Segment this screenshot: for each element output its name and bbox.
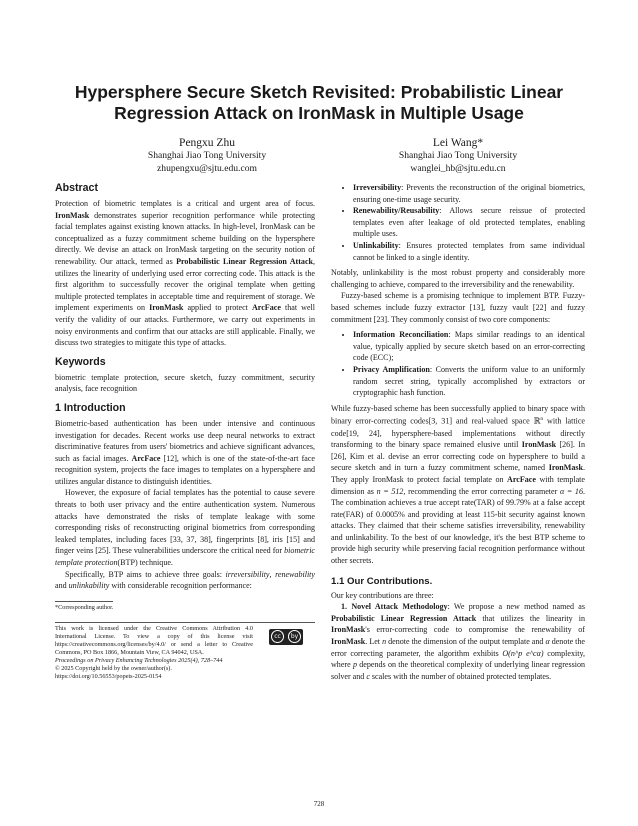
author-affiliation: Shanghai Jiao Tong University bbox=[398, 150, 518, 161]
attribution-icon: by bbox=[288, 630, 301, 643]
list-item: • Unlinkability: Ensures protected templates from same individual cannot be linked to a single identity. bbox=[353, 240, 585, 263]
abstract-heading: Abstract bbox=[55, 182, 98, 194]
proceedings-line: Proceedings on Privacy Enhancing Technologies 2025(4), 728–744 bbox=[55, 657, 223, 665]
author-block-1 bbox=[107, 136, 307, 175]
keywords-heading: Keywords bbox=[55, 355, 106, 368]
author-affiliation: Shanghai Jiao Tong University bbox=[147, 150, 267, 161]
list-item: • Irreversibility: Prevents the reconstruction of the original biometrics, ensuring one-time usage security. bbox=[353, 182, 585, 205]
abstract-text: Protection of biometric templates is a critical and urgent area of focus. IronMask demonstrates superior recognition performance while protecting facial templates against existing known attacks. In high-level, IronMask can be conceptualized as a fuzzy commitment scheme building on the hypersphere directly. We devise an attack on IronMask targeting on the security notion of renewability. Our attack, termed as Probabilistic Linear Regression Attack, utilizes the linearity of underlying used error correcting code. This attack is the first algorithm to successfully recover the original template when getting multiple protected templates in acceptable time and requirement of storage. We implement experiments on IronMask applied to protect ArcFace that well verify the validity of our attacks. Furthermore, we carry out experiments in noisy environments and confirm that our attacks are still applicable. Finally, we discuss two strategies to mitigate this type of attacks. bbox=[55, 199, 316, 348]
list-item: • Privacy Amplification: Converts the uniform value to an uniformly random secret string, typically accomplished by extractors or cryptographic hash function. bbox=[353, 364, 585, 399]
paragraph: Notably, unlinkability is the most robust property and considerably more challenging to achieve, compared to the irreversibility and the renewability. bbox=[331, 268, 585, 289]
paper-title: Hypersphere Secure Sketch Revisited: Probabilistic Linear Regression Attack on IronMask in Multiple Usage bbox=[74, 82, 564, 123]
license-block bbox=[55, 625, 315, 682]
left-column bbox=[55, 182, 315, 681]
intro-paragraph-1: Biometric-based authentication has been under intensive and continuous investigation for decades. Recent works use deep neural networks to extract discriminative features from users' biometrics and achieve significant advances, such as facial images. ArcFace [12], which is one of the state-of-the-art face recognition system, projects the face images to templates on a hypersphere and utilizes angular distance to distinguish identities. bbox=[55, 418, 315, 486]
components-list bbox=[331, 329, 585, 399]
goals-list bbox=[331, 182, 585, 263]
license-text: This work is licensed under the Creative Commons Attribution 4.0 International License. To view a copy of this license visit https://creativecommons.org/licenses/by/4.0/ or send a letter to Creative Commons, PO Box 1866, Mountain View, CA 94042, USA. bbox=[55, 624, 253, 657]
list-item: • Information Reconciliation: Maps similar readings to an identical value, typically applied by secure sketch based on an error-correcting code (ECC); bbox=[353, 329, 585, 364]
author-block-2 bbox=[358, 136, 558, 175]
creative-commons-icon: cc bbox=[271, 630, 284, 643]
paragraph: While fuzzy-based scheme has been successfully applied to binary space with binary error-correcting codes[3, 31] and real-valued space ℝ$^n$ with lattice code[19, 24], hypersphere-based implementations without directly transforming to the binary space remained elusive until IronMask [26]. In [26], Kim et al. devise an error correcting code on hypersphere to build a secure sketch and in turn a fuzzy commitment scheme, named IronMask. They apply IronMask to protect facial template on ArcFace with template dimension as n = 512, recommending the error correcting parameter α = 16. The combination achieves a true accept rate(TAR) of 99.79% at a false accept rate(FAR) of 0.0005% and providing at least 115-bit security against known attacks. They claimed that their scheme satisfies irreversibility, renewability and unlinkability. To the best of our knowledge, it's the best BTP scheme to provide high security while preserving facial recognition performance without other secrets. bbox=[331, 403, 585, 566]
paragraph: Our key contributions are three: bbox=[331, 590, 434, 600]
paragraph: Fuzzy-based scheme is a promising technique to implement BTP. Fuzzy-based schemes include fuzzy extractor [13], fuzzy vault [22] and fuzzy commitment [23]. They commonly consist of two core components: bbox=[331, 291, 585, 324]
intro-paragraph-3: Specifically, BTP aims to achieve three goals: irreversibility, renewability and unlinkability with considerable recognition performance: bbox=[55, 569, 315, 591]
keywords-text: biometric template protection, secure sketch, fuzzy commitment, security analysis, face recognition bbox=[55, 372, 315, 394]
page-number: 728 bbox=[313, 800, 325, 808]
license-rule bbox=[55, 622, 315, 623]
author-email[interactable]: wanglei_hb@sjtu.edu.cn bbox=[410, 162, 506, 174]
author-name: Lei Wang* bbox=[432, 137, 484, 149]
author-name: Pengxu Zhu bbox=[179, 137, 235, 149]
copyright-line: © 2025 Copyright held by the owner/author(s). bbox=[55, 665, 172, 673]
right-column bbox=[331, 182, 585, 682]
footnote-rule bbox=[55, 601, 113, 602]
intro-paragraph-2: However, the exposure of facial templates has the potential to cause severe threats to both user privacy and the entire authentication system. Numerous attacks have demonstrated the risks of template leakage with some corresponding risks of reconstructing original biometrics from corresponding leaked templates, including faces [33, 37, 38], fingerprints [8], iris [15] and finger veins [25]. These vulnerabilities underscore the critical need for biometric template protection(BTP) technique. bbox=[55, 488, 315, 568]
cc-by-badge[interactable] bbox=[269, 629, 303, 645]
list-item: • Renewability/Reusability: Allows secure reissue of protected templates even after leakage of old protected templates, enabling multiple uses. bbox=[353, 205, 585, 240]
subsection-heading-contributions: 1.1 Our Contributions. bbox=[331, 575, 433, 587]
footnote: *Corresponding author. bbox=[55, 603, 114, 611]
author-email[interactable]: zhupengxu@sjtu.edu.com bbox=[157, 162, 257, 174]
contribution-paragraph: 1. Novel Attack Methodology: We propose a new method named as Probabilistic Linear Regression Attack that utilizes the linearity in IronMask's error-correcting code to compromise the renewability of IronMask. Let n denote the dimension of the output template and α denote the error correcting parameter, the algorithm exhibits O(n^p e^cα) complexity, where p depends on the theoretical complexity of underlying linear regression solver and c scales with the number of obtained protected templates. bbox=[331, 602, 585, 681]
doi-link[interactable]: https://doi.org/10.56553/popets-2025-0154 bbox=[55, 673, 162, 681]
section-heading-introduction: 1 Introduction bbox=[55, 401, 126, 414]
